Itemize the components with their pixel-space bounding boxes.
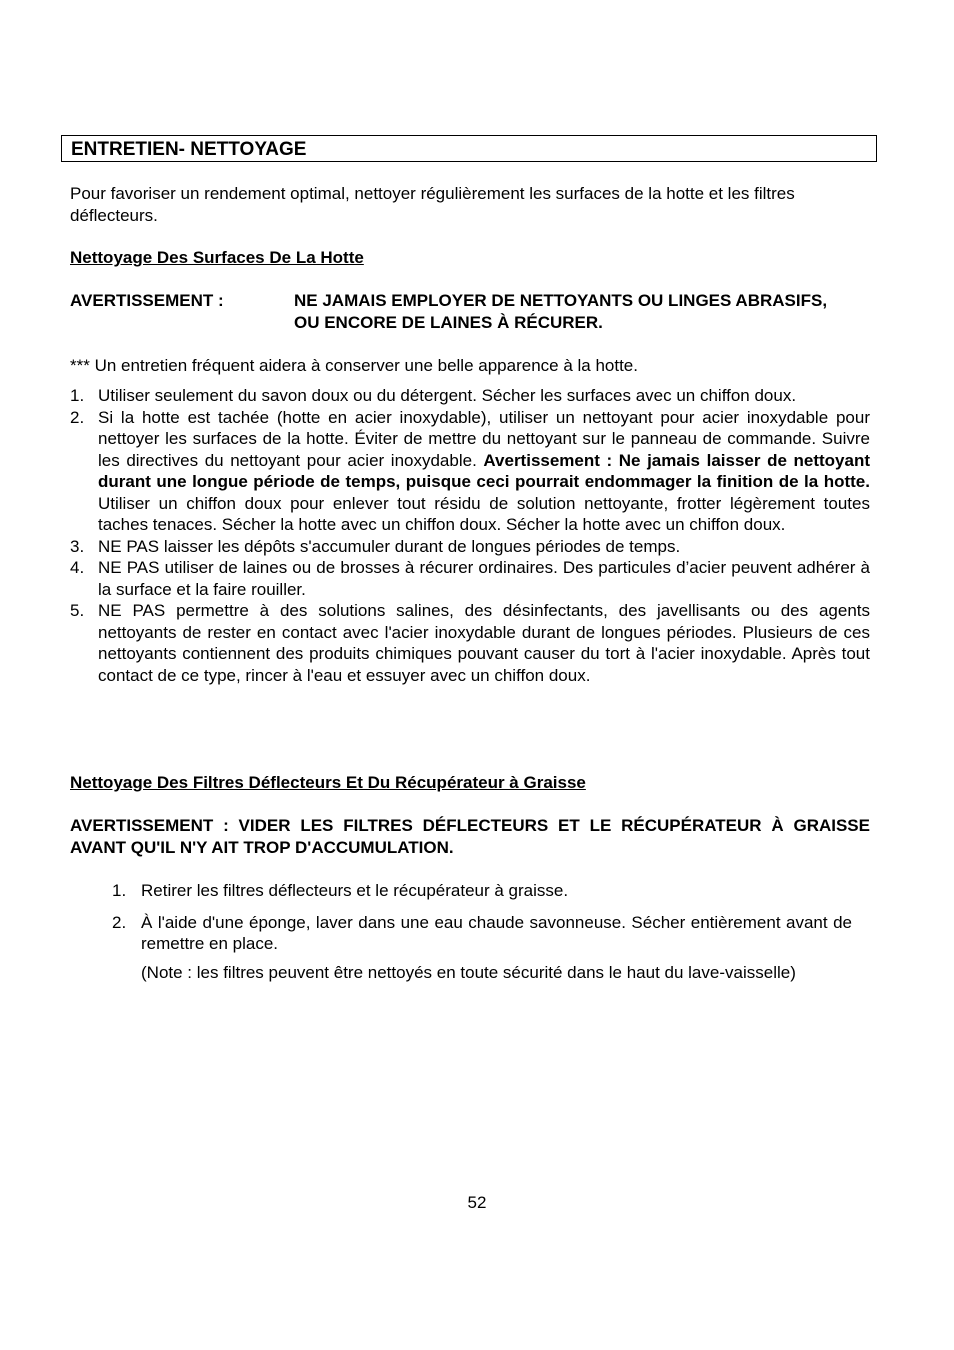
list-item <box>112 912 852 955</box>
page-number: 52 <box>467 1193 487 1212</box>
section-title-box <box>61 135 877 162</box>
list-item <box>70 600 870 686</box>
surfaces-warning-label: AVERTISSEMENT : <box>70 291 224 310</box>
intro-paragraph: Pour favoriser un rendement optimal, nettoyer régulièrement les surfaces de la hotte et les filtres déflecteurs. <box>70 184 795 225</box>
filters-list <box>112 880 852 955</box>
list-item-number: 3. <box>70 536 85 556</box>
filters-warning: AVERTISSEMENT : VIDER LES FILTRES DÉFLECTEURS ET LE RÉCUPÉRATEUR À GRAISSE AVANT QU'IL N'Y AIT TROP D'ACCUMULATION. <box>70 816 870 857</box>
list-item-number: 4. <box>70 558 85 577</box>
filters-heading: Nettoyage Des Filtres Déflecteurs Et Du Récupérateur à Graisse <box>70 773 586 792</box>
list-item <box>112 880 852 902</box>
surfaces-warning-text: NE JAMAIS EMPLOYER DE NETTOYANTS OU LINGES ABRASIFS, OU ENCORE DE LAINES À RÉCURER. <box>294 291 828 332</box>
section-title: ENTRETIEN- NETTOYAGE <box>71 139 307 160</box>
surfaces-note: *** Un entretien fréquent aidera à conserver une belle apparence à la hotte. <box>70 356 638 375</box>
list-item-number: 2. <box>70 407 85 427</box>
list-item-text: À l'aide d'une éponge, laver dans une eau chaude savonneuse. Sécher entièrement avant de remettre en place. <box>141 912 852 953</box>
list-item-text: Si la hotte est tachée (hotte en acier inoxydable), utiliser un nettoyant pour acier inoxydable pour nettoyer les surfaces de la hotte. Éviter de mettre du nettoyant sur le panneau de commande. Suivre les directives du nettoyant pour acier inoxydable. <box>98 407 870 470</box>
list-item-text: Utiliser seulement du savon doux ou du détergent. Sécher les surfaces avec un chiffon doux. <box>98 386 797 405</box>
list-item-number: 1. <box>70 386 85 405</box>
list-item-text: NE PAS utiliser de laines ou de brosses à récurer ordinaires. Des particules d’acier peuvent adhérer à la surface et la faire rouiller. <box>98 558 870 599</box>
list-item-number: 5. <box>70 601 85 620</box>
list-item-number: 2. <box>112 912 127 932</box>
list-item <box>70 385 870 407</box>
list-item-number: 1. <box>112 881 127 900</box>
list-item <box>70 557 870 600</box>
list-item-warning: Avertissement : Ne jamais laisser de nettoyant durant une longue période de temps, puisque ceci pourrait endommager la finition de la hotte. <box>98 450 870 491</box>
filters-note: (Note : les filtres peuvent être nettoyés en toute sécurité dans le haut du lave-vaisselle) <box>141 963 796 982</box>
surfaces-heading: Nettoyage Des Surfaces De La Hotte <box>70 248 364 267</box>
list-item-text: Retirer les filtres déflecteurs et le récupérateur à graisse. <box>141 881 569 900</box>
surfaces-list <box>70 385 870 686</box>
list-item-text-continued: Utiliser un chiffon doux pour enlever tout résidu de solution nettoyante, frotter légèrement toutes taches tenaces. Sécher la hotte avec un chiffon doux. Sécher la hotte avec un chiffon doux. <box>98 493 870 534</box>
list-item <box>70 407 870 536</box>
list-item-text: NE PAS permettre à des solutions salines, des désinfectants, des javellisants ou des agents nettoyants de rester en contact avec l'acier inoxydable durant de longues périodes. Plusieurs de ces nettoyants contiennent des produits chimiques pouvant causer du tort à l'acier inoxydable. Après tout contact de ce type, rincer à l'eau et essuyer avec un chiffon doux. <box>98 601 870 685</box>
list-item-text: NE PAS laisser les dépôts s'accumuler durant de longues périodes de temps. <box>98 536 681 556</box>
list-item <box>70 536 870 558</box>
